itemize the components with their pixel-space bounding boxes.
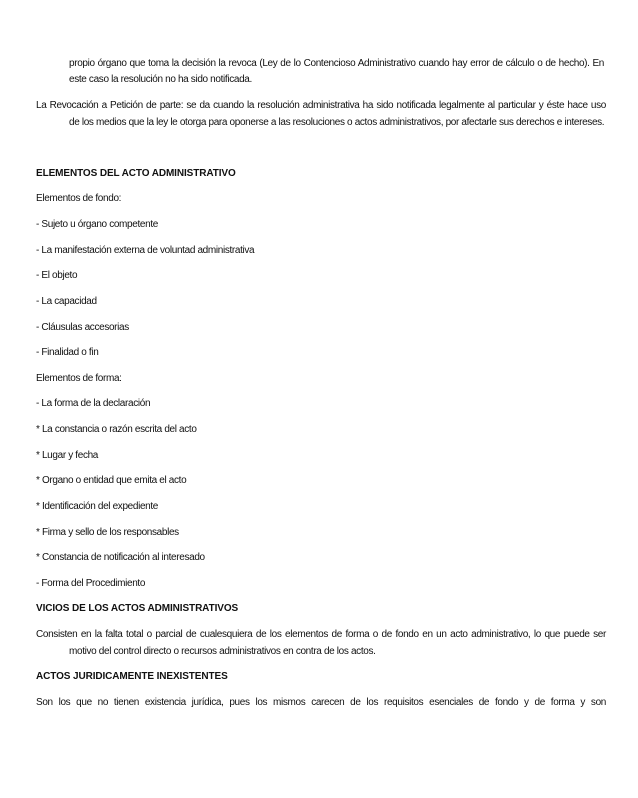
list-item: - La capacidad [36,296,97,307]
list-item: - La forma de la declaración [36,398,151,409]
paragraph-line: La Revocación a Petición de parte: se da cuando la resolución administrativa ha sido notificada legalmente al particular y éste hace uso [36,100,606,111]
paragraph-line: este caso la resolución no ha sido notificada. [69,74,252,85]
subsection-label: Elementos de forma: [36,373,122,384]
section-heading: ACTOS JURIDICAMENTE INEXISTENTES [36,671,228,682]
list-item: - El objeto [36,270,78,281]
paragraph-line: Son los que no tienen existencia jurídica, pues los mismos carecen de los requisitos esenciales de fondo y de forma y son [36,697,606,708]
paragraph-line: Consisten en la falta total o parcial de cualesquiera de los elementos de forma o de fondo en un acto administrativo, lo que puede ser [36,629,606,640]
section-heading: ELEMENTOS DEL ACTO ADMINISTRATIVO [36,168,236,179]
list-item: - Finalidad o fin [36,347,99,358]
subsection-label: Elementos de fondo: [36,193,122,204]
list-item: * Organo o entidad que emita el acto [36,475,187,486]
list-item: - Forma del Procedimiento [36,578,146,589]
paragraph-line: de los medios que la ley le otorga para oponerse a las resoluciones o actos administrativos, por afectarle sus derechos e intereses. [69,117,605,128]
list-item: * Lugar y fecha [36,450,99,461]
list-item: * Firma y sello de los responsables [36,527,179,538]
list-item: - La manifestación externa de voluntad administrativa [36,245,255,256]
paragraph-line: motivo del control directo o recursos administrativos en contra de los actos. [69,646,376,657]
list-item: * Identificación del expediente [36,501,159,512]
section-heading: VICIOS DE LOS ACTOS ADMINISTRATIVOS [36,603,239,614]
list-item: * La constancia o razón escrita del acto [36,424,197,435]
paragraph-line: propio órgano que toma la decisión la revoca (Ley de lo Contencioso Administrativo cuando hay error de cálculo o de hecho). En [69,58,604,69]
list-item: - Sujeto u órgano competente [36,219,158,230]
list-item: - Cláusulas accesorias [36,322,129,333]
list-item: * Constancia de notificación al interesado [36,552,205,563]
